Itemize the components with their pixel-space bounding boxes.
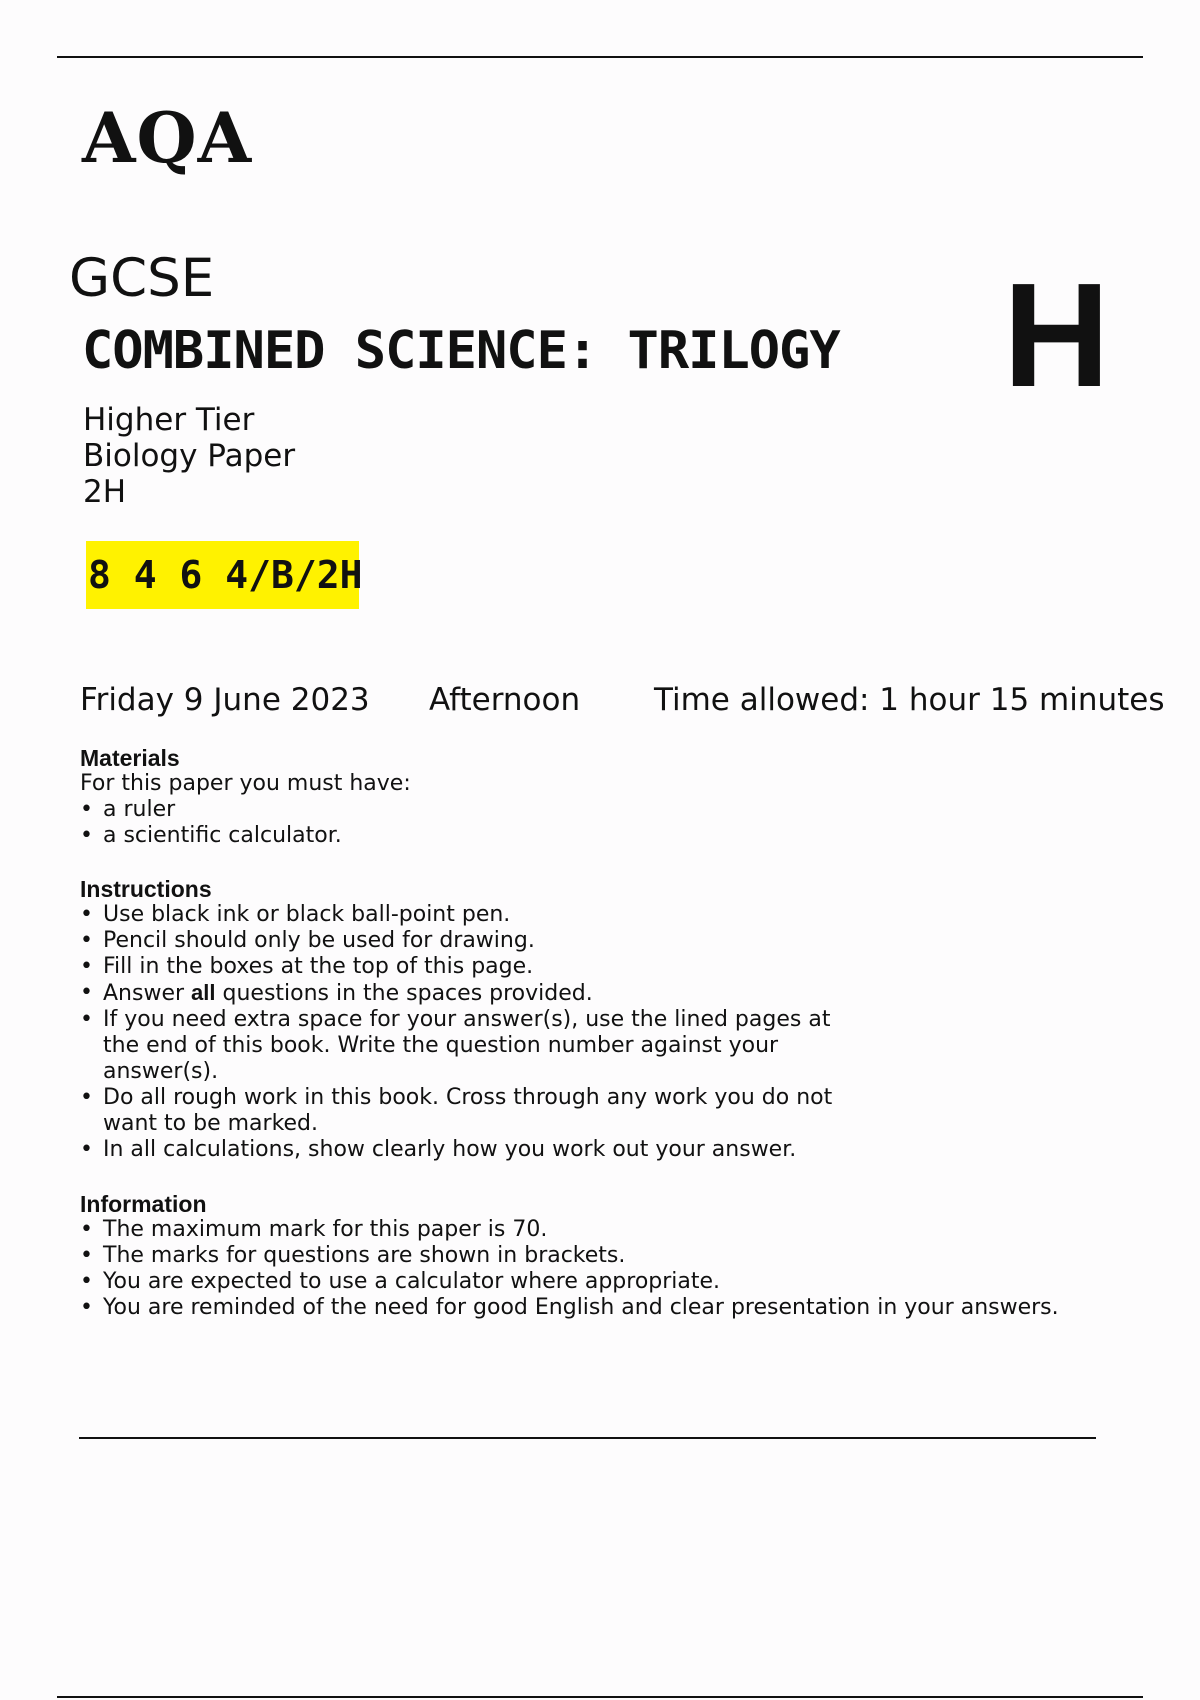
- instructions-heading: Instructions: [80, 876, 212, 902]
- list-item: • Use black ink or black ball-point pen.: [80, 902, 840, 928]
- tier-line: 2H: [83, 474, 127, 510]
- materials-section: [80, 745, 411, 849]
- paper-code: 8 4 6 4/B/2H: [86, 541, 359, 609]
- materials-heading: Materials: [80, 745, 180, 771]
- list-item: • Fill in the boxes at the top of this page.: [80, 954, 840, 980]
- list-item: • You are reminded of the need for good English and clear presentation in your answers.: [80, 1295, 1160, 1321]
- list-item: • In all calculations, show clearly how you work out your answer.: [80, 1137, 840, 1163]
- subject-title: COMBINED SCIENCE: TRILOGY: [82, 321, 840, 381]
- qualification-title: GCSE: [69, 248, 215, 309]
- list-item: • Pencil should only be used for drawing.: [80, 928, 840, 954]
- top-rule: [57, 56, 1143, 58]
- exam-date: Friday 9 June 2023: [80, 682, 370, 718]
- list-item: • a scientific calculator.: [80, 823, 411, 849]
- list-item: • The marks for questions are shown in brackets.: [80, 1243, 1160, 1269]
- list-item: • If you need extra space for your answer(s), use the lined pages at the end of this book. Write the question number against your answer(s).: [80, 1007, 840, 1085]
- list-item: • Do all rough work in this book. Cross through any work you do not want to be marked.: [80, 1085, 840, 1137]
- instructions-section: [80, 876, 840, 1163]
- instructions-list: [80, 902, 840, 1163]
- answer-text-bold: all: [191, 980, 216, 1005]
- divider-rule: [79, 1437, 1096, 1439]
- materials-intro: For this paper you must have:: [80, 771, 411, 796]
- list-item: • a ruler: [80, 797, 411, 823]
- tier-line: Biology Paper: [83, 438, 296, 474]
- information-heading: Information: [80, 1191, 207, 1217]
- materials-list: [80, 797, 411, 849]
- list-item: • The maximum mark for this paper is 70.: [80, 1217, 1160, 1243]
- aqa-logo: AQA: [82, 98, 253, 179]
- exam-session: Afternoon: [429, 682, 581, 718]
- tier-line: Higher Tier: [83, 402, 255, 438]
- tier-letter: H: [1003, 253, 1110, 418]
- bottom-rule: [57, 1696, 1143, 1698]
- time-allowed: Time allowed: 1 hour 15 minutes: [654, 682, 1165, 718]
- list-item: [80, 980, 840, 1007]
- answer-text-before: Answer: [103, 981, 185, 1006]
- tier-description: [83, 402, 295, 510]
- list-item: • You are expected to use a calculator where appropriate.: [80, 1269, 1160, 1295]
- answer-text-after: questions in the spaces provided.: [222, 981, 593, 1006]
- information-section: [80, 1191, 1160, 1321]
- information-list: [80, 1217, 1160, 1321]
